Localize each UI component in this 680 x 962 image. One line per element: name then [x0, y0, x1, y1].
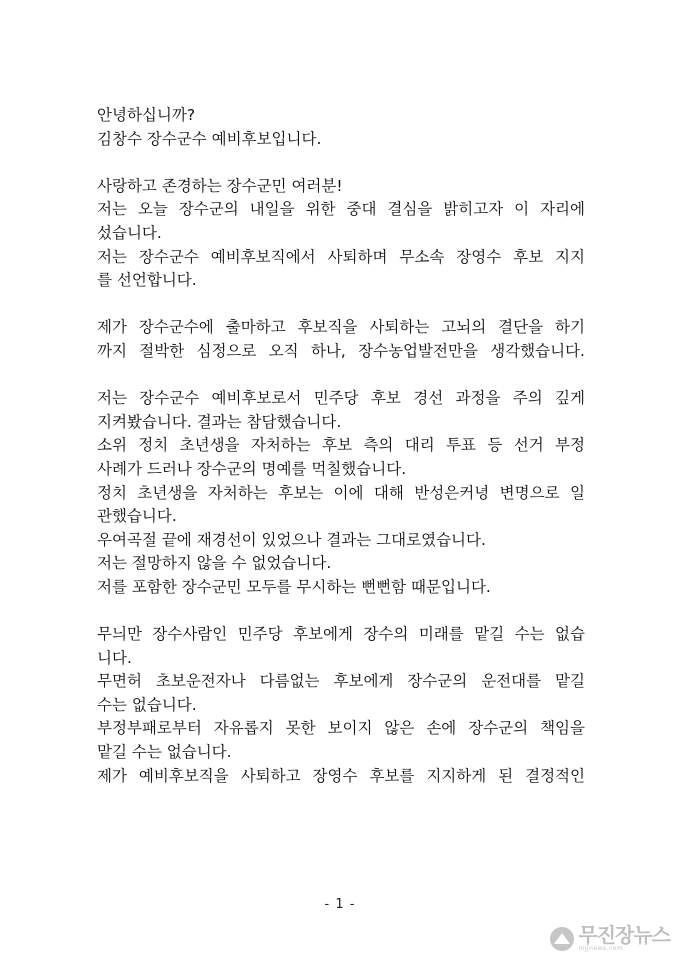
text-line: 까지 절박한 심정으로 오직 하나, 장수농업발전만을 생각했습니다.	[97, 341, 585, 360]
text-line: 지켜봤습니다. 결과는 참담했습니다.	[97, 412, 342, 431]
paragraph	[97, 175, 585, 293]
text-line: 우여곡절 끝에 재경선이 있었으나 결과는 그대로였습니다.	[97, 530, 486, 549]
paragraph	[97, 104, 585, 151]
text-line: 섰습니다.	[97, 223, 162, 242]
text-line: 저는 장수군수 예비후보직에서 사퇴하며 무소속 장영수 후보 지지	[97, 247, 585, 266]
text-line: 김창수 장수군수 예비후보입니다.	[97, 129, 322, 148]
paragraph	[97, 316, 585, 363]
text-line: 안녕하십니까?	[97, 106, 196, 124]
text-line: 맡길 수는 없습니다.	[97, 743, 232, 762]
text-line: 무늬만 장수사람인 민주당 후보에게 장수의 미래를 맡길 수는 없습	[97, 625, 585, 644]
document-body	[97, 104, 585, 788]
paragraph	[97, 623, 585, 788]
text-line: 무면허 초보운전자나 다름없는 후보에게 장수군의 운전대를 맡길	[97, 672, 585, 691]
text-line: 정치 초년생을 자처하는 후보는 이에 대해 반성은커녕 변명으로 일	[97, 483, 585, 502]
text-line: 부정부패로부터 자유롭지 못한 보이지 않은 손에 장수군의 책임을	[97, 719, 585, 738]
text-line: 저는 장수군수 예비후보로서 민주당 후보 경선 과정을 주의 깊게	[97, 389, 585, 408]
text-line: 소위 정치 초년생을 자처하는 후보 측의 대리 투표 등 선거 부정	[97, 436, 585, 455]
text-line: 저는 오늘 장수군의 내일을 위한 중대 결심을 밝히고자 이 자리에	[97, 200, 585, 219]
text-line: 관했습니다.	[97, 507, 177, 526]
watermark-logo	[550, 925, 670, 952]
text-line: 제가 예비후보직을 사퇴하고 장영수 후보를 지지하게 된 결정적인	[97, 766, 585, 785]
paragraph-spacer	[97, 293, 585, 317]
watermark-text: 무진장뉴스	[578, 923, 670, 947]
paragraph-spacer	[97, 364, 585, 388]
text-line: 수는 없습니다.	[97, 695, 197, 714]
text-line: 제가 장수군수에 출마하고 후보직을 사퇴하는 고뇌의 결단을 하기	[97, 318, 585, 337]
text-line: 사례가 드러나 장수군의 명예를 먹칠했습니다.	[97, 459, 407, 478]
text-line: 저를 포함한 장수군민 모두를 무시하는 뻔뻔함 때문입니다.	[97, 577, 491, 596]
text-line: 저는 절망하지 않을 수 없었습니다.	[97, 554, 332, 573]
text-line: 를 선언합니다.	[97, 271, 197, 290]
paragraph-spacer	[97, 151, 585, 175]
text-line: 니다.	[97, 648, 132, 667]
text-line: 사랑하고 존경하는 장수군민 여러분!	[97, 176, 343, 195]
paragraph	[97, 387, 585, 599]
mountain-logo-icon	[550, 927, 574, 951]
paragraph-spacer	[97, 599, 585, 623]
page-number: - 1 -	[324, 897, 356, 912]
watermark-url: mjjnews.com	[578, 945, 624, 952]
